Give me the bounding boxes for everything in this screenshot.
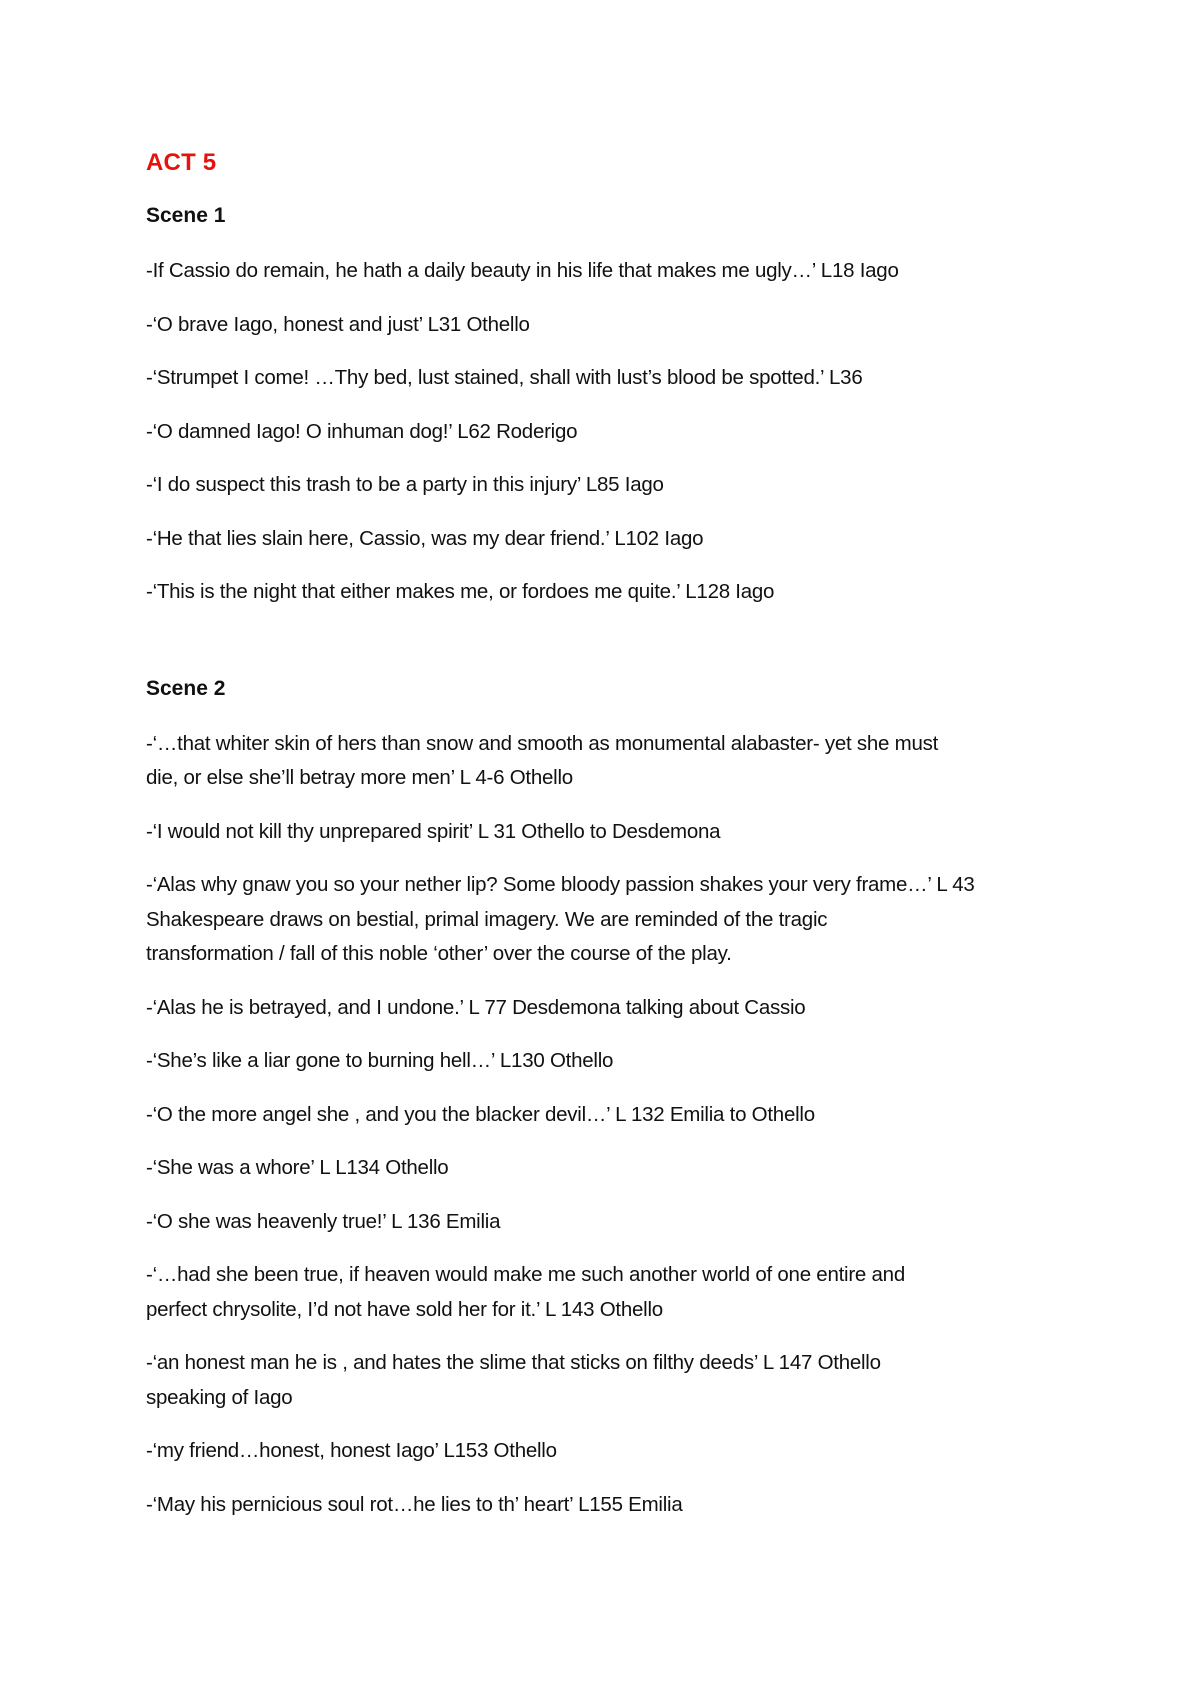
quote-line: -‘…had she been true, if heaven would make me such another world of one entire and: [146, 1263, 905, 1286]
quote-line: die, or else she’ll betray more men’ L 4-6 Othello: [146, 766, 573, 789]
quote-paragraph: [146, 1205, 1066, 1240]
quote-line: Shakespeare draws on bestial, primal imagery. We are reminded of the tragic: [146, 907, 828, 931]
scene-2-quote-list: [146, 727, 1066, 1523]
quote-paragraph: [146, 868, 1066, 972]
quote-line: -‘Strumpet I come! …Thy bed, lust stained, shall with lust’s blood be spotted.’ L36: [146, 366, 863, 389]
quote-line: -‘O brave Iago, honest and just’ L31 Othello: [146, 312, 530, 336]
quote-paragraph: [146, 415, 1066, 450]
quote-line: -‘O the more angel she , and you the blacker devil…’ L 132 Emilia to Othello: [146, 1102, 815, 1126]
document-page: [146, 148, 1066, 1541]
quote-line: -‘Alas he is betrayed, and I undone.’ L 77 Desdemona talking about Cassio: [146, 995, 806, 1019]
quote-paragraph: [146, 815, 1066, 850]
quote-paragraph: [146, 254, 1066, 289]
scene-2-heading: Scene 2: [146, 676, 226, 700]
scene-1-heading: Scene 1: [146, 204, 226, 227]
quote-paragraph: [146, 1044, 1066, 1079]
scene-1-quote-list: [146, 254, 1066, 610]
quote-paragraph: [146, 1151, 1066, 1186]
quote-line: speaking of Iago: [146, 1385, 293, 1409]
quote-paragraph: [146, 1488, 1066, 1523]
quote-paragraph: [146, 991, 1066, 1026]
quote-paragraph: [146, 522, 1066, 557]
quote-paragraph: [146, 1258, 1066, 1327]
quote-line: -If Cassio do remain, he hath a daily beauty in his life that makes me ugly…’ L18 Iago: [146, 259, 899, 282]
quote-paragraph: [146, 468, 1066, 503]
quote-paragraph: [146, 1346, 1066, 1415]
quote-line: -‘Alas why gnaw you so your nether lip? Some bloody passion shakes your very frame…’ L 43: [146, 873, 975, 896]
quote-line: -‘He that lies slain here, Cassio, was my dear friend.’ L102 Iago: [146, 526, 704, 550]
quote-paragraph: [146, 727, 1066, 796]
quote-line: -‘O she was heavenly true!’ L 136 Emilia: [146, 1209, 501, 1233]
quote-line: -‘I would not kill thy unprepared spirit’ L 31 Othello to Desdemona: [146, 819, 721, 843]
act-heading: ACT 5: [146, 149, 217, 176]
quote-line: -‘an honest man he is , and hates the slime that sticks on filthy deeds’ L 147 Othello: [146, 1351, 881, 1374]
scene-spacer: [146, 629, 1066, 675]
quote-line: -‘She’s like a liar gone to burning hell…’ L130 Othello: [146, 1049, 614, 1072]
quote-line: transformation / fall of this noble ‘other’ over the course of the play.: [146, 942, 732, 965]
quote-line: -‘O damned Iago! O inhuman dog!’ L62 Roderigo: [146, 419, 578, 443]
quote-line: -‘This is the night that either makes me, or fordoes me quite.’ L128 Iago: [146, 580, 775, 603]
quote-paragraph: [146, 1434, 1066, 1469]
quote-paragraph: [146, 575, 1066, 610]
quote-line: -‘my friend…honest, honest Iago’ L153 Othello: [146, 1439, 557, 1462]
quote-line: -‘…that whiter skin of hers than snow and smooth as monumental alabaster- yet she must: [146, 731, 939, 755]
quote-line: -‘I do suspect this trash to be a party in this injury’ L85 Iago: [146, 473, 664, 496]
quote-line: -‘May his pernicious soul rot…he lies to th’ heart’ L155 Emilia: [146, 1492, 683, 1516]
quote-line: -‘She was a whore’ L L134 Othello: [146, 1156, 449, 1179]
quote-paragraph: [146, 1098, 1066, 1133]
quote-paragraph: [146, 308, 1066, 343]
quote-line: perfect chrysolite, I’d not have sold her for it.’ L 143 Othello: [146, 1297, 663, 1321]
quote-paragraph: [146, 361, 1066, 396]
